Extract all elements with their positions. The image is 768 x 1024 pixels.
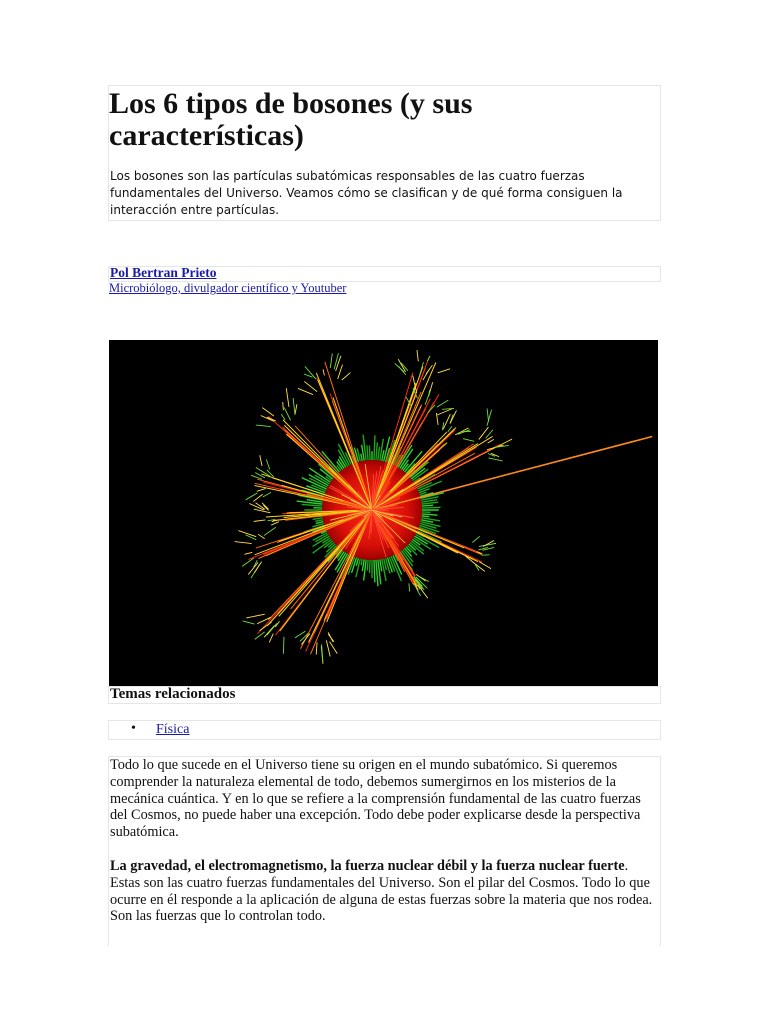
author-name-link[interactable]: Pol Bertran Prieto: [110, 265, 217, 280]
related-topics-list: [108, 720, 661, 740]
body-paragraph-1: Todo lo que sucede en el Universo tiene su origen en el mundo subatómico. Si queremos comprender la naturaleza elemental de todo, debemos sumergirnos en los misterios de la mecánica cuántica. Y en lo que se refiere a la comprensión fundamental de las cuatro fuerzas del Cosmos, no puede haber una excepción. Todo debe poder explicarse desde la perspectiva subatómica.: [110, 757, 641, 841]
particle-collision-image: [109, 340, 658, 686]
related-topics-box: [108, 686, 661, 704]
body-paragraph-2-bold: La gravedad, el electromagnetismo, la fuerza nuclear débil y la fuerza nuclear fuerte: [110, 857, 625, 874]
author-role-link[interactable]: Microbiólogo, divulgador científico y Youtuber: [109, 281, 347, 295]
related-topics-heading: Temas relacionados: [110, 686, 236, 702]
author-role: [109, 281, 346, 296]
particle-tracks: [235, 350, 653, 664]
author-name-box: [108, 266, 661, 282]
article-lead: Los bosones son las partículas subatómicas responsables de las cuatro fuerzas fundamentales del Universo. Veamos cómo se clasifican y de qué forma consiguen la interacción entre partículas.: [110, 169, 623, 217]
article-body: [108, 756, 661, 946]
list-bullet: •: [131, 721, 136, 736]
body-paragraph-2: [110, 858, 660, 925]
collision-graphic: [109, 340, 658, 686]
related-topic-fisica[interactable]: Física: [156, 722, 190, 737]
article-header: [108, 85, 661, 221]
article-title: Los 6 tipos de bosones (y sus características): [109, 87, 473, 152]
body-paragraph-2-rest: . Estas son las cuatro fuerzas fundamentales del Universo. Son el pilar del Cosmos. Todo lo que ocurre en él responde a la aplicación de alguna de estas fuerzas sobre la materia que nos rodea. Son las fuerzas que lo controlan todo.: [110, 857, 653, 925]
